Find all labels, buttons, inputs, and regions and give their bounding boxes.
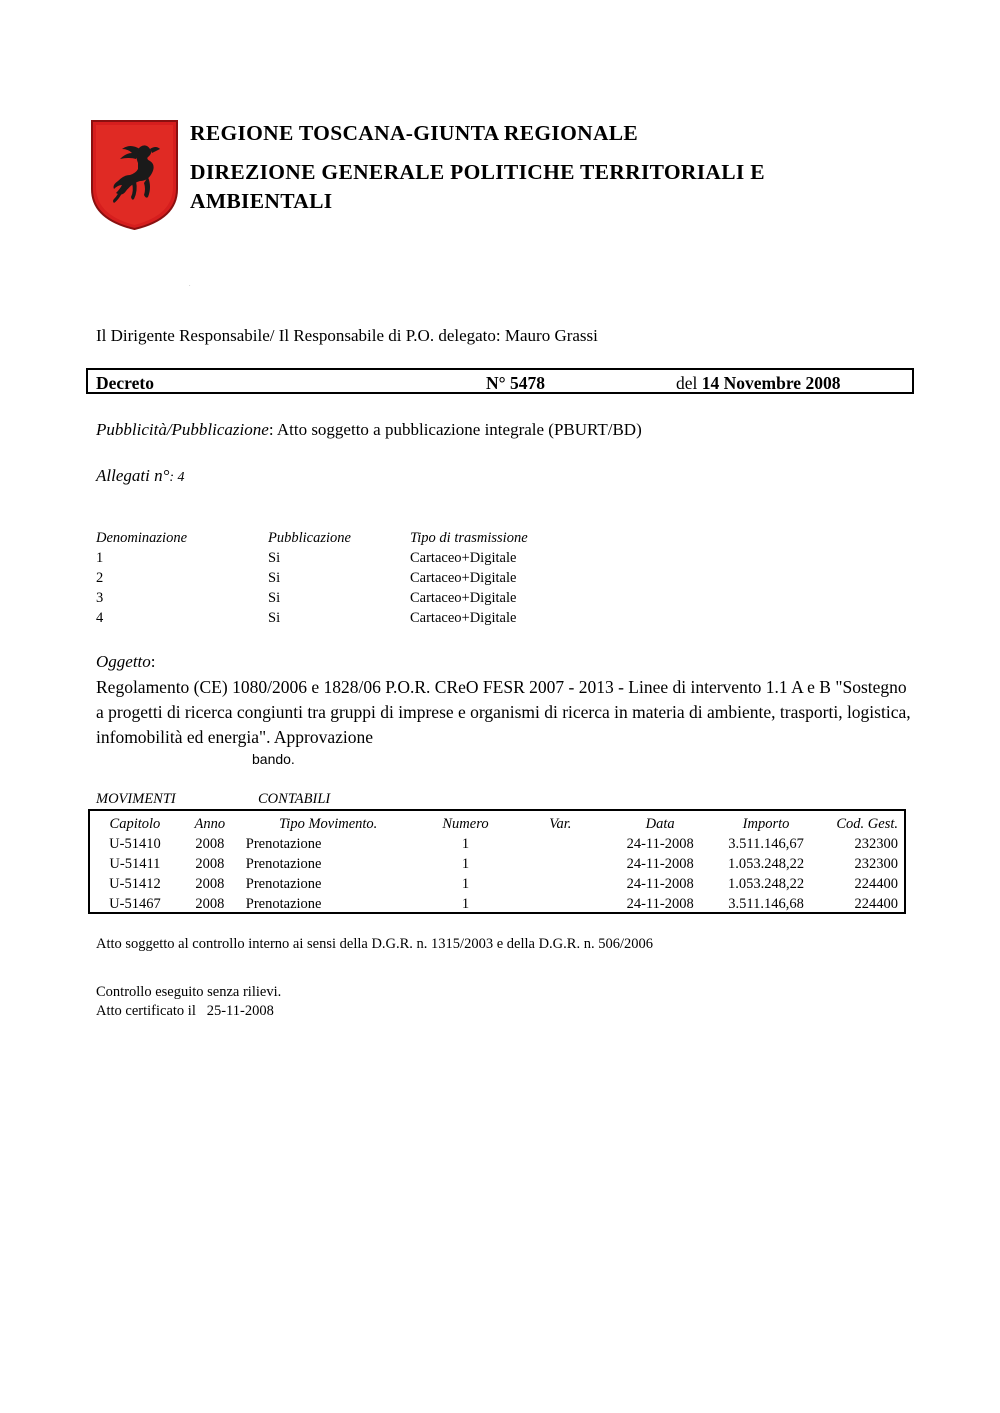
table-row — [90, 834, 902, 854]
oggetto-text: Regolamento (CE) 1080/2006 e 1828/06 P.O.R. CReO FESR 2007 - 2013 - Linee di intervento 1.1 A e B "Sostegno a progetti di ricerca congiunti tra gruppi di imprese e organismi di ricerca in materia di ambiente, trasporti, logistica, infomobilità ed energia". Approvazione — [96, 677, 911, 747]
table-row — [96, 608, 610, 628]
decreto-box — [86, 368, 914, 394]
allegati-header-denominazione: Denominazione — [96, 529, 188, 546]
allegati-line — [96, 466, 185, 486]
cell-numero: 1 — [461, 875, 470, 892]
allegato-pubblicazione: Si — [268, 569, 281, 586]
cell-tipo-movimento: Prenotazione — [245, 875, 322, 892]
cell-var — [520, 834, 600, 854]
region-title: REGIONE TOSCANA-GIUNTA REGIONALE — [190, 121, 639, 145]
header-numero: Numero — [442, 815, 489, 832]
allegato-denominazione: 3 — [96, 589, 104, 606]
allegato-tipo: Cartaceo+Digitale — [410, 609, 517, 626]
allegato-pubblicazione: Si — [268, 549, 281, 566]
decreto-label: Decreto — [96, 373, 154, 393]
cell-cod-gest: 224400 — [854, 895, 898, 912]
decreto-date-prefix: del — [676, 373, 698, 393]
cell-capitolo: U-51412 — [109, 875, 161, 892]
controllo-note: Controllo eseguito senza rilievi. — [96, 984, 282, 1000]
cell-var — [520, 854, 600, 874]
table-row — [90, 874, 902, 894]
movimenti-header-row — [90, 814, 902, 834]
header-data: Data — [645, 815, 675, 832]
pubblicazione-line — [96, 420, 642, 440]
allegato-denominazione: 1 — [96, 549, 104, 566]
cell-anno: 2008 — [195, 855, 225, 872]
cell-tipo-movimento: Prenotazione — [245, 855, 322, 872]
cell-tipo-movimento: Prenotazione — [245, 835, 322, 852]
cell-numero: 1 — [461, 835, 470, 852]
allegati-count: : 4 — [169, 470, 185, 485]
cell-anno: 2008 — [195, 875, 225, 892]
allegato-denominazione: 4 — [96, 609, 104, 626]
table-row — [96, 568, 610, 588]
cell-numero: 1 — [461, 895, 470, 912]
oggetto-label: Oggetto — [96, 652, 151, 671]
cell-capitolo: U-51467 — [109, 895, 161, 912]
movimenti-contabili-box — [88, 809, 906, 914]
decreto-date-value: 14 Novembre 2008 — [701, 373, 841, 393]
pubblicazione-label: Pubblicità/Pubblicazione — [96, 420, 269, 439]
allegato-pubblicazione: Si — [268, 589, 281, 606]
cell-data: 24-11-2008 — [626, 835, 694, 852]
cell-anno: 2008 — [195, 835, 225, 852]
cell-data: 24-11-2008 — [626, 895, 694, 912]
header-anno: Anno — [194, 815, 226, 832]
allegato-tipo: Cartaceo+Digitale — [410, 589, 517, 606]
header-importo: Importo — [742, 815, 790, 832]
decreto-date — [676, 373, 840, 394]
table-row — [90, 894, 902, 914]
scan-dot: . — [189, 282, 191, 288]
dirigente-line: Il Dirigente Responsabile/ Il Responsabile di P.O. delegato: Mauro Grassi — [96, 326, 598, 345]
cell-importo: 3.511.146,68 — [728, 895, 804, 912]
cell-numero: 1 — [461, 855, 470, 872]
cell-var — [520, 894, 600, 914]
allegati-label: Allegati n° — [96, 466, 170, 485]
cell-cod-gest: 224400 — [854, 875, 898, 892]
table-row — [90, 854, 902, 874]
controllo-interno-note: Atto soggetto al controllo interno ai sensi della D.G.R. n. 1315/2003 e della D.G.R. n. 506/2006 — [96, 936, 653, 952]
oggetto-heading — [96, 652, 156, 672]
allegati-header-pubblicazione: Pubblicazione — [268, 529, 351, 546]
table-row — [96, 588, 610, 608]
movimenti-label: MOVIMENTI — [96, 791, 176, 807]
header-tipo-movimento: Tipo Movimento. — [279, 815, 378, 832]
oggetto-continuation: bando. — [252, 751, 295, 767]
header-var: Var. — [549, 815, 572, 832]
cell-capitolo: U-51410 — [109, 835, 161, 852]
oggetto-colon: : — [150, 652, 156, 671]
direction-title-line1: DIREZIONE GENERALE POLITICHE TERRITORIALI E — [190, 160, 765, 184]
certificato-note: Atto certificato il 25-11-2008 — [96, 1003, 274, 1019]
header-cod-gest: Cod. Gest. — [836, 815, 898, 832]
pubblicazione-value: : Atto soggetto a pubblicazione integrale (PBURT/BD) — [268, 420, 642, 439]
allegato-denominazione: 2 — [96, 569, 104, 586]
allegati-table — [96, 528, 610, 628]
cell-tipo-movimento: Prenotazione — [245, 895, 322, 912]
allegato-pubblicazione: Si — [268, 609, 281, 626]
contabili-label: CONTABILI — [258, 791, 331, 807]
decreto-number: N° 5478 — [486, 373, 546, 393]
cell-cod-gest: 232300 — [854, 835, 898, 852]
cell-capitolo: U-51411 — [109, 855, 161, 872]
allegati-header-tipo: Tipo di trasmissione — [410, 529, 528, 546]
allegato-tipo: Cartaceo+Digitale — [410, 569, 517, 586]
cell-importo: 1.053.248,22 — [727, 855, 805, 872]
header-capitolo: Capitolo — [109, 815, 161, 832]
direction-title-line2: AMBIENTALI — [190, 189, 333, 213]
cell-data: 24-11-2008 — [626, 855, 694, 872]
cell-importo: 3.511.146,67 — [728, 835, 804, 852]
movimenti-table — [90, 814, 902, 914]
table-row — [96, 548, 610, 568]
allegato-tipo: Cartaceo+Digitale — [410, 549, 517, 566]
cell-anno: 2008 — [195, 895, 225, 912]
cell-data: 24-11-2008 — [626, 875, 694, 892]
cell-importo: 1.053.248,22 — [727, 875, 805, 892]
cell-var — [520, 874, 600, 894]
tuscany-pegasus-coat-of-arms-icon — [90, 119, 179, 231]
allegati-header-row — [96, 528, 610, 548]
cell-cod-gest: 232300 — [854, 855, 898, 872]
